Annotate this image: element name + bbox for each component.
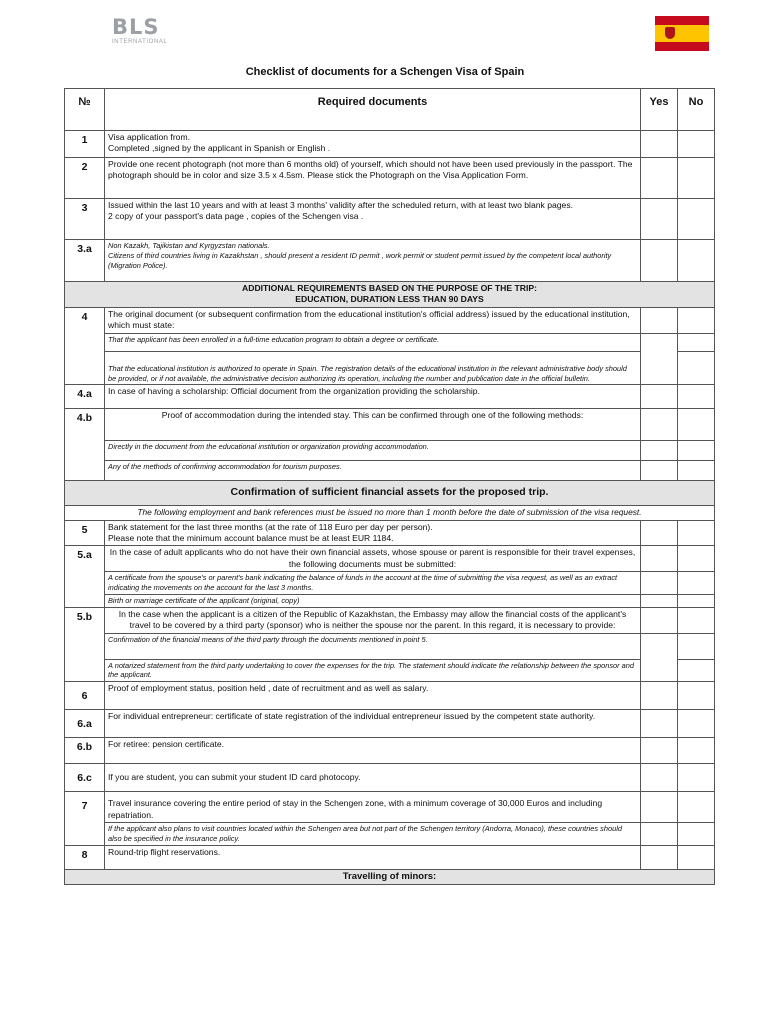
table-subrow xyxy=(65,633,715,659)
row-number: 5.b xyxy=(65,607,105,682)
row-line: Visa application from. xyxy=(108,132,191,142)
row-subtext: A notarized statement from the third party undertaking to cover the expenses for the trip. The statement should indicate the relationship between the sponsor and the applicant. xyxy=(105,659,641,682)
table-row xyxy=(65,710,715,738)
row-text: Proof of accommodation during the intended stay. This can be confirmed through one of the following methods: xyxy=(105,409,641,441)
yes-cell[interactable] xyxy=(641,240,678,282)
table-subrow xyxy=(65,461,715,481)
section-line: EDUCATION, DURATION LESS THAN 90 DAYS xyxy=(295,294,484,305)
table-row xyxy=(65,131,715,158)
no-cell[interactable] xyxy=(678,441,715,461)
financial-note: The following employment and bank references must be issued no more than 1 month before the date of submission of the visa request. xyxy=(65,506,715,520)
table-subrow xyxy=(65,823,715,846)
coat-of-arms-icon xyxy=(665,27,675,39)
no-cell[interactable] xyxy=(678,199,715,240)
yes-cell[interactable] xyxy=(641,792,678,823)
row-text: The original document (or subsequent confirmation from the educational institution's official address) issued by the educational institution, which must state: xyxy=(105,307,641,333)
table-row xyxy=(65,520,715,546)
table-row xyxy=(65,792,715,823)
bls-logo xyxy=(112,16,172,48)
row-number: 6.b xyxy=(65,738,105,764)
no-cell[interactable] xyxy=(678,572,715,595)
yes-cell[interactable] xyxy=(641,607,678,633)
row-number: 4 xyxy=(65,307,105,385)
no-cell[interactable] xyxy=(678,738,715,764)
no-cell[interactable] xyxy=(678,385,715,409)
table-row xyxy=(65,307,715,333)
table-subrow xyxy=(65,659,715,682)
yes-cell[interactable] xyxy=(641,633,678,682)
no-cell[interactable] xyxy=(678,823,715,846)
row-number: 8 xyxy=(65,845,105,869)
row-text: In the case when the applicant is a citizen of the Republic of Kazakhstan, the Embassy may allow the financial costs of the applicant's travel to be covered by a third party (sponsor) who is neither the spouse nor the parent. In this regard, it is necessary to provide: xyxy=(105,607,641,633)
yes-cell[interactable] xyxy=(641,158,678,199)
no-cell[interactable] xyxy=(678,710,715,738)
row-subtext: That the educational institution is authorized to operate in Spain. The registration details of the educational institution in the relevant administrative body should be provided, or if not available, the administrative decision authorizing its operation, including the number and publication date in the official bulletin. xyxy=(105,351,641,385)
row-text: If you are student, you can submit your student ID card photocopy. xyxy=(105,764,641,792)
row-text: For retiree: pension certificate. xyxy=(105,738,641,764)
table-row xyxy=(65,409,715,441)
row-line: Bank statement for the last three months (at the rate of 118 Euro per day per person). xyxy=(108,521,433,532)
row-text: Proof of employment status, position held , date of recruitment and as well as salary. xyxy=(105,682,641,710)
yes-cell[interactable] xyxy=(641,764,678,792)
yes-cell[interactable] xyxy=(641,307,678,333)
no-cell[interactable] xyxy=(678,682,715,710)
row-number: 4.b xyxy=(65,409,105,481)
row-text: Round-trip flight reservations. xyxy=(105,845,641,869)
row-subtext: If the applicant also plans to visit countries located within the Schengen area but not part of the Schengen territory (Andorra, Monaco), these countries should also be specified in the insurance policy. xyxy=(105,823,641,846)
row-line: Completed ,signed by the applicant in Spanish or English . xyxy=(108,143,331,154)
no-cell[interactable] xyxy=(678,240,715,282)
table-row xyxy=(65,682,715,710)
table-row xyxy=(65,240,715,282)
table-row xyxy=(65,385,715,409)
yes-cell[interactable] xyxy=(641,572,678,595)
table-subrow xyxy=(65,441,715,461)
yes-cell[interactable] xyxy=(641,441,678,461)
yes-cell[interactable] xyxy=(641,520,678,546)
header-yes: Yes xyxy=(641,89,678,131)
row-number: 6 xyxy=(65,682,105,710)
header-number: № xyxy=(65,89,105,131)
section-header-financial: Confirmation of sufficient financial assets for the proposed trip. xyxy=(65,481,715,506)
table-subrow xyxy=(65,572,715,595)
no-cell[interactable] xyxy=(678,351,715,385)
no-cell[interactable] xyxy=(678,307,715,333)
table-row xyxy=(65,845,715,869)
row-number: 5.a xyxy=(65,546,105,607)
table-header-row xyxy=(65,89,715,131)
header-no: No xyxy=(678,89,715,131)
table-row xyxy=(65,158,715,199)
no-cell[interactable] xyxy=(678,158,715,199)
row-text: Provide one recent photograph (not more than 6 months old) of yourself, which should not have been used previously in the passport. The photograph should be in color and size 3.5 x 4.5sm. Please stick the Photograph on the Visa Application Form. xyxy=(105,158,641,199)
row-number: 6.a xyxy=(65,710,105,738)
no-cell[interactable] xyxy=(678,633,715,659)
yes-cell[interactable] xyxy=(641,594,678,607)
yes-cell[interactable] xyxy=(641,845,678,869)
spain-flag-icon xyxy=(655,16,709,51)
row-line: Citizens of third countries living in Kazakhstan , should present a resident ID permit , work permit or student permit issued by the competent local authority (Migration Police). xyxy=(108,250,612,270)
no-cell[interactable] xyxy=(678,461,715,481)
no-cell[interactable] xyxy=(678,546,715,572)
row-line: Please note that the minimum account balance must be at least EUR 1184. xyxy=(108,532,394,543)
section-header-minors: Travelling of minors: xyxy=(65,869,715,885)
table-row xyxy=(65,607,715,633)
header-required-documents: Required documents xyxy=(105,89,641,131)
section-line: ADDITIONAL REQUIREMENTS BASED ON THE PURPOSE OF THE TRIP: xyxy=(242,283,537,293)
table-row xyxy=(65,199,715,240)
no-cell[interactable] xyxy=(678,659,715,682)
no-cell[interactable] xyxy=(678,131,715,158)
row-number: 3 xyxy=(65,199,105,240)
table-row xyxy=(65,738,715,764)
table-subrow xyxy=(65,594,715,607)
section-header-additional xyxy=(65,282,715,308)
row-subtext: That the applicant has been enrolled in a full-time education program to obtain a degree or certificate. xyxy=(105,333,641,351)
row-text: In case of having a scholarship: Official document from the organization providing the scholarship. xyxy=(105,385,641,409)
no-cell[interactable] xyxy=(678,520,715,546)
no-cell[interactable] xyxy=(678,409,715,441)
row-line: Issued within the last 10 years and with at least 3 months' validity after the scheduled return, with at least two blank pages. xyxy=(108,200,574,210)
row-text xyxy=(105,240,641,282)
row-number: 6.c xyxy=(65,764,105,792)
row-subtext: A certificate from the spouse's or parent's bank indicating the balance of funds in the account at the time of submitting the visa request, as well as an extract indicating the movements on the account for the last 3 months. xyxy=(105,572,641,595)
yes-cell[interactable] xyxy=(641,823,678,846)
row-line: 2 copy of your passport's data page , copies of the Schengen visa . xyxy=(108,211,364,222)
yes-cell[interactable] xyxy=(641,738,678,764)
logo-subtext: INTERNATIONAL xyxy=(112,39,168,45)
no-cell[interactable] xyxy=(678,792,715,823)
yes-cell[interactable] xyxy=(641,199,678,240)
row-subtext: Any of the methods of confirming accommodation for tourism purposes. xyxy=(105,461,641,481)
no-cell[interactable] xyxy=(678,845,715,869)
row-subtext: Birth or marriage certificate of the applicant (original, copy) xyxy=(105,594,641,607)
yes-cell[interactable] xyxy=(641,409,678,441)
yes-cell[interactable] xyxy=(641,710,678,738)
row-number: 5 xyxy=(65,520,105,546)
yes-cell[interactable] xyxy=(641,333,678,385)
logo-text: BLS xyxy=(112,15,160,39)
page-title: Checklist of documents for a Schengen Visa of Spain xyxy=(245,66,525,78)
row-text: In the case of adult applicants who do not have their own financial assets, whose spouse or parent is responsible for their travel expenses, the following documents must be submitted: xyxy=(105,546,641,572)
row-subtext: Confirmation of the financial means of the third party through the documents mentioned in point 5. xyxy=(105,633,641,659)
row-number: 1 xyxy=(65,131,105,158)
row-number: 7 xyxy=(65,792,105,846)
yes-cell[interactable] xyxy=(641,131,678,158)
row-text xyxy=(105,199,641,240)
financial-note-row xyxy=(65,506,715,520)
row-text: For individual entrepreneur: certificate of state registration of the individual entrepreneur issued by the competent state authority. xyxy=(105,710,641,738)
table-row xyxy=(65,764,715,792)
yes-cell[interactable] xyxy=(641,546,678,572)
row-number: 2 xyxy=(65,158,105,199)
row-subtext: Directly in the document from the educational institution or organization providing accommodation. xyxy=(105,441,641,461)
table-row xyxy=(65,546,715,572)
no-cell[interactable] xyxy=(678,764,715,792)
table-subrow xyxy=(65,351,715,385)
row-number: 4.a xyxy=(65,385,105,409)
no-cell[interactable] xyxy=(678,333,715,351)
row-text xyxy=(105,520,641,546)
row-text: Travel insurance covering the entire period of stay in the Schengen zone, with a minimum coverage of 30,000 Euros and including repatriation. xyxy=(105,792,641,823)
row-text xyxy=(105,131,641,158)
table-subrow xyxy=(65,333,715,351)
checklist-table xyxy=(64,88,715,885)
yes-cell[interactable] xyxy=(641,682,678,710)
yes-cell[interactable] xyxy=(641,385,678,409)
no-cell[interactable] xyxy=(678,594,715,607)
no-cell[interactable] xyxy=(678,607,715,633)
row-number: 3.a xyxy=(65,240,105,282)
yes-cell[interactable] xyxy=(641,461,678,481)
row-line: Non Kazakh, Tajikistan and Kyrgyzstan nationals. xyxy=(108,241,270,250)
